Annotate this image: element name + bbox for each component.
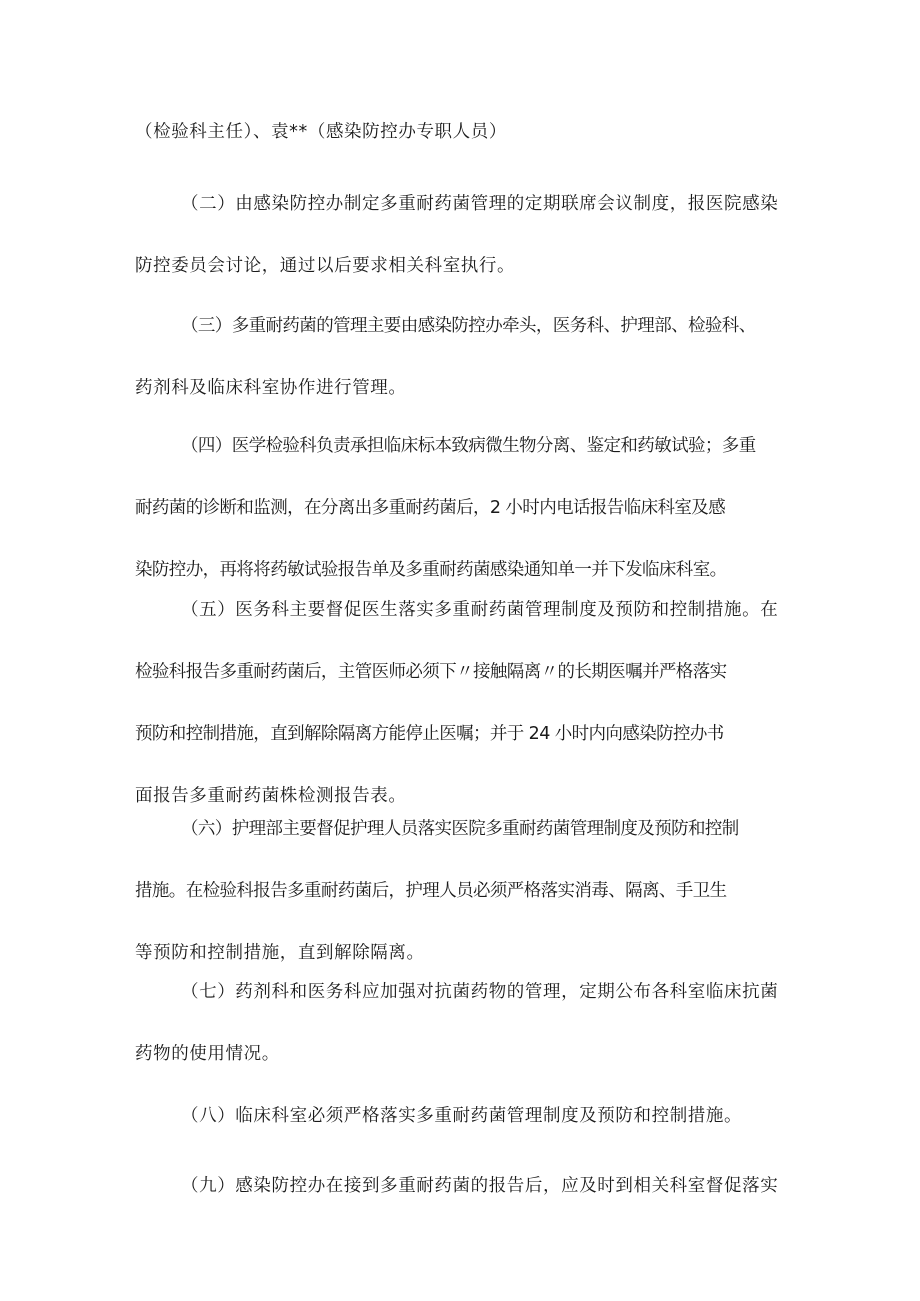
text-line: 措施。在检验科报告多重耐药菌后，护理人员必须严格落实消毒、隔离、手卫生 xyxy=(135,881,727,901)
paragraph-3 xyxy=(135,312,800,402)
text-line: 防控委员会讨论，通过以后要求相关科室执行。 xyxy=(135,256,516,276)
paragraph-4 xyxy=(135,432,800,584)
paragraph-7 xyxy=(135,978,800,1068)
paragraph-9 xyxy=(135,1172,800,1200)
text-line: 面报告多重耐药菌株检测报告表。 xyxy=(135,786,407,806)
text-line: （七）药剂科和医务科应加强对抗菌药物的管理，定期公布各科室临床抗菌 xyxy=(181,982,779,1002)
text-line: 预防和控制措施，直到解除隔离方能停止医嘱；并于 24 小时内向感染防控办书 xyxy=(135,724,724,744)
text-line: 药物的使用情况。 xyxy=(135,1044,280,1064)
text-line: 检验科报告多重耐药菌后，主管医师必须下〃接触隔离〃的长期医嘱并严格落实 xyxy=(135,662,727,682)
text-line: （八）临床科室必须严格落实多重耐药菌管理制度及预防和控制措施。 xyxy=(181,1106,743,1126)
text-line: （六）护理部主要督促护理人员落实医院多重耐药菌管理制度及预防和控制 xyxy=(181,819,739,839)
paragraph-6 xyxy=(135,815,800,967)
text-line: （五）医务科主要督促医生落实多重耐药菌管理制度及预防和控制措施。在 xyxy=(181,600,779,620)
text-line: （九）感染防控办在接到多重耐药菌的报告后，应及时到相关科室督促落实 xyxy=(181,1176,779,1196)
text-line: 等预防和控制措施，直到解除隔离。 xyxy=(135,943,425,963)
text-line: （四）医学检验科负责承担临床标本致病微生物分离、鉴定和药敏试验；多重 xyxy=(181,436,756,456)
text-line: 耐药菌的诊断和监测，在分离出多重耐药菌后，2 小时内电话报告临床科室及感 xyxy=(135,498,726,518)
text-line: （三）多重耐药菌的管理主要由感染防控办牵头，医务科、护理部、检验科、 xyxy=(181,316,756,336)
paragraph-5 xyxy=(135,596,800,810)
text-line: （检验科主任）、袁**（感染防控办专职人员） xyxy=(135,122,507,142)
text-line: 药剂科及临床科室协作进行管理。 xyxy=(135,378,407,398)
text-line: 染防控办，再将将药敏试验报告单及多重耐药菌感染通知单一并下发临床科室。 xyxy=(135,560,727,580)
paragraph-committee-members xyxy=(135,118,800,146)
paragraph-2 xyxy=(135,190,800,280)
paragraph-8 xyxy=(135,1102,800,1130)
text-line: （二）由感染防控办制定多重耐药菌管理的定期联席会议制度，报医院感染 xyxy=(181,194,779,214)
